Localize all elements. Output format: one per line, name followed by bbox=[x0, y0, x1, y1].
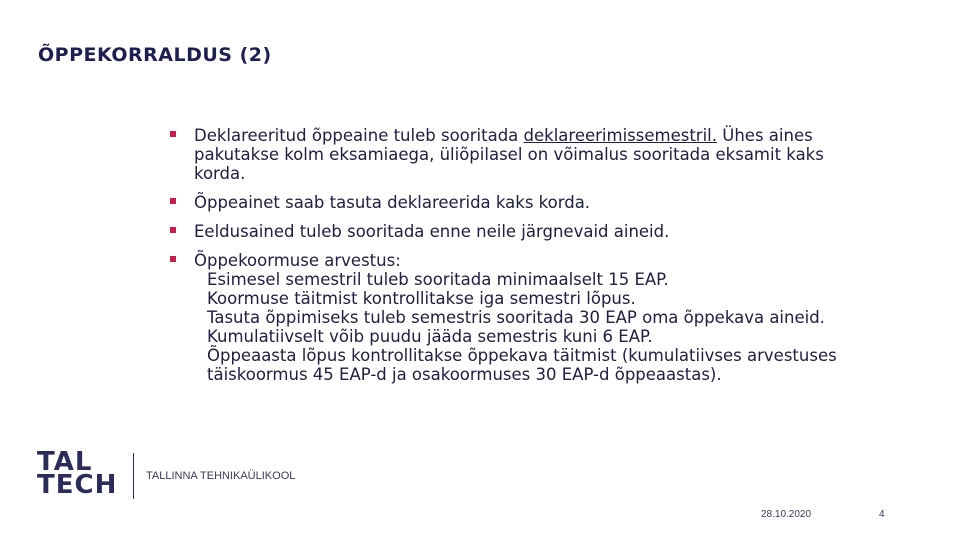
sub-item: Tasuta õppimiseks tuleb semestris sooritada 30 EAP oma õppekava aineid. bbox=[207, 308, 825, 327]
logo-line-1: TAL bbox=[37, 447, 93, 477]
slide-number: 4 bbox=[879, 509, 885, 520]
logo-divider bbox=[133, 453, 134, 499]
square-bullet-icon bbox=[170, 256, 176, 262]
bullet-text: Deklareeritud õppeaine tuleb sooritada bbox=[194, 126, 524, 145]
slide-content bbox=[170, 126, 870, 384]
bullet-text: Õppeainet saab tasuta deklareerida kaks korda. bbox=[194, 193, 591, 212]
bullet-text: Eeldusained tuleb sooritada enne neile järgnevaid aineid. bbox=[194, 222, 670, 241]
underlined-term: deklareerimissemestril. bbox=[523, 126, 718, 145]
university-name: TALLINNA TEHNIKAÜLIKOOL bbox=[146, 470, 296, 482]
bullet-item bbox=[170, 193, 870, 212]
sub-item: Kumulatiivselt võib puudu jääda semestris kuni 6 EAP. bbox=[207, 327, 653, 346]
square-bullet-icon bbox=[170, 131, 176, 137]
sub-item: Õppeaasta lõpus kontrollitakse õppekava täitmist (kumulatiivses arvestuses täiskoormus 45 EAP-d ja osakoormuses 30 EAP-d õppeaastas). bbox=[207, 346, 837, 384]
square-bullet-icon bbox=[170, 198, 176, 204]
slide-date: 28.10.2020 bbox=[761, 509, 812, 520]
bullet-text-rest: Ühes aines pakutakse kolm eksamiaega, üliõpilasel on võimalus sooritada eksamit kaks korda. bbox=[194, 126, 824, 183]
taltech-logo bbox=[37, 447, 123, 501]
sub-item: Koormuse täitmist kontrollitakse iga semestri lõpus. bbox=[207, 289, 636, 308]
bullet-item bbox=[170, 222, 870, 241]
slide-title: ÕPPEKORRALDUS (2) bbox=[38, 44, 272, 66]
bullet-text: Õppekoormuse arvestus: bbox=[194, 251, 401, 270]
square-bullet-icon bbox=[170, 227, 176, 233]
bullet-item bbox=[170, 251, 870, 384]
bullet-item bbox=[170, 126, 870, 183]
logo-line-2: TECH bbox=[37, 470, 118, 500]
sub-item: Esimesel semestril tuleb sooritada minimaalselt 15 EAP. bbox=[207, 270, 669, 289]
